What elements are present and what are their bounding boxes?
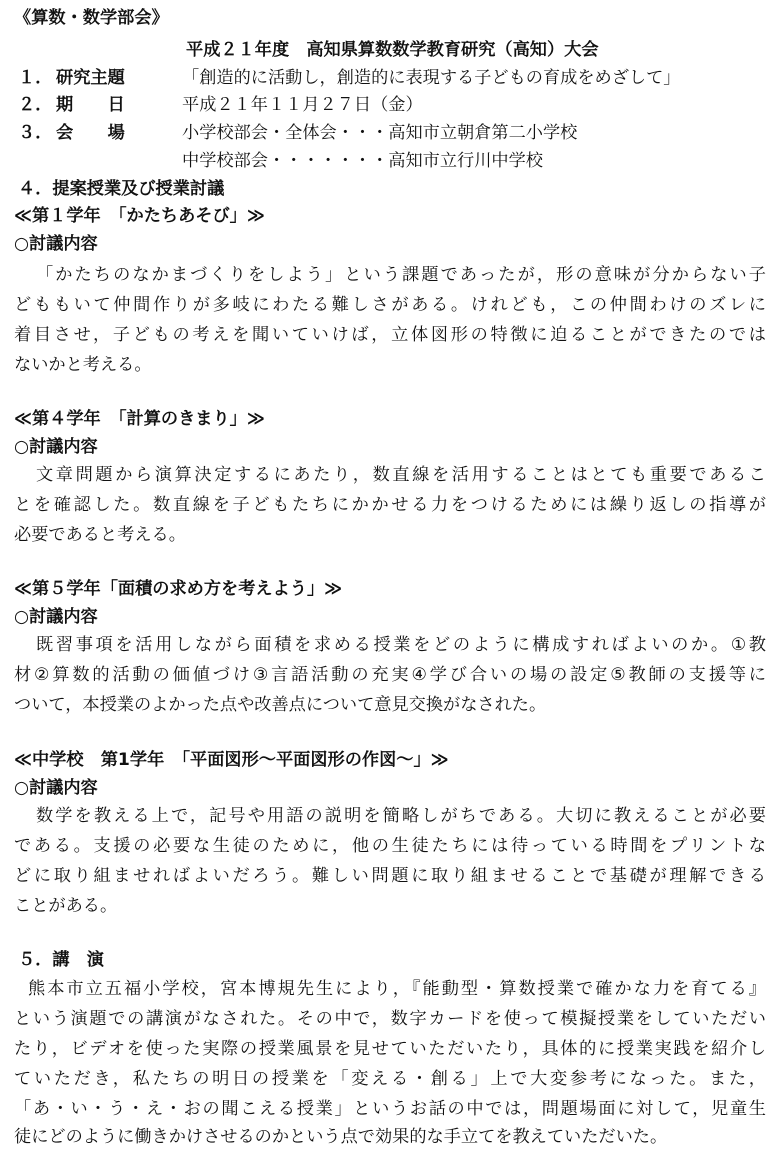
paragraph-line: という演題での講演がなされた。その中で，数字カードを使って模擬授業をしていただい bbox=[14, 1009, 766, 1029]
paragraph-line: 「あ・い・う・え・おの聞こえる授業」というお話の中では，問題場面に対して，児童生 bbox=[14, 1099, 766, 1119]
item-label: 会 場 bbox=[56, 123, 125, 143]
paragraph-line: 必要であると考える。 bbox=[14, 525, 186, 545]
paragraph-line: 既習事項を活用しながら面積を求める授業をどのように構成すればよいのか。①教 bbox=[36, 635, 766, 655]
paragraph-line: ことがある。 bbox=[14, 896, 118, 916]
paragraph-line: 数学を教える上で，記号や用語の説明を簡略しがちである。大切に教えることが必要 bbox=[36, 806, 766, 826]
item-number: ２． bbox=[18, 95, 53, 115]
paragraph-line: 徒にどのように働きかけさせるのかという点で効果的な手立てを教えていただいた。 bbox=[14, 1127, 668, 1147]
paragraph-line: 着目させ，子どもの考えを聞いていけば，立体図形の特徴に迫ることができたのでは bbox=[14, 325, 766, 345]
document-title: 平成２１年度 高知県算数数学教育研究（高知）大会 bbox=[186, 40, 599, 60]
research-theme: 「創造的に活動し，創造的に表現する子どもの育成をめざして」 bbox=[182, 68, 681, 88]
lesson-heading: ≪第１学年 「かたちあそび」≫ bbox=[14, 206, 265, 226]
discussion-label: ○討議内容 bbox=[14, 607, 98, 627]
paragraph-line: 文章問題から演算決定するにあたり，数直線を活用することはとても重要であるこ bbox=[36, 465, 766, 485]
paragraph-line: ついて，本授業のよかった点や改善点について意見交換がなされた。 bbox=[14, 695, 547, 715]
paragraph-line: ていただき，私たちの明日の授業を「変える・創る」上で大変参考になった。また， bbox=[14, 1069, 766, 1089]
lesson-heading: ≪第４学年 「計算のきまり」≫ bbox=[14, 409, 265, 429]
paragraph-line: ないかと考える。 bbox=[14, 355, 152, 375]
venue-junior-high: 中学校部会・・・・・・・高知市立行川中学校 bbox=[182, 151, 543, 171]
paragraph-line: である。支援の必要な生徒のために，他の生徒たちには待っている時間をプリントな bbox=[14, 836, 766, 856]
discussion-label: ○討議内容 bbox=[14, 234, 98, 254]
lesson-heading: ≪中学校 第1学年 「平面図形～平面図形の作図～」≫ bbox=[14, 750, 449, 770]
paragraph-line: 材②算数的活動の価値づけ③言語活動の充実④学び合いの場の設定⑤教師の支援等に bbox=[14, 665, 766, 685]
section-5-title: ５．講 演 bbox=[18, 950, 104, 970]
paragraph-line: 熊本市立五福小学校，宮本博規先生により，『能動型・算数授業で確かな力を育てる』 bbox=[28, 979, 766, 999]
paragraph-line: とを確認した。数直線を子どもたちにかかせる力をつけるためには繰り返しの指導が bbox=[14, 495, 766, 515]
lesson-heading: ≪第５学年「面積の求め方を考えよう」≫ bbox=[14, 579, 343, 599]
item-label: 研究主題 bbox=[56, 68, 125, 88]
section-4-title: ４．提案授業及び授業討議 bbox=[18, 179, 225, 199]
paragraph-line: どももいて仲間作りが多岐にわたる難しさがある。けれども，この仲間わけのズレに bbox=[14, 295, 766, 315]
paragraph-line: どに取り組ませればよいだろう。難しい問題に取り組ませることで基礎が理解できる bbox=[14, 866, 766, 886]
event-date: 平成２１年１１月２７日（金） bbox=[182, 95, 423, 115]
item-label: 期 日 bbox=[56, 95, 125, 115]
venue-elementary: 小学校部会・全体会・・・高知市立朝倉第二小学校 bbox=[182, 123, 578, 143]
item-number: ３． bbox=[18, 123, 53, 143]
discussion-label: ○討議内容 bbox=[14, 437, 98, 457]
paragraph-line: たり，ビデオを使った実際の授業風景を見せていただいたり，具体的に授業実践を紹介し bbox=[14, 1039, 766, 1059]
section-label: 《算数・数学部会》 bbox=[14, 8, 169, 28]
paragraph-line: 「かたちのなかまづくりをしよう」という課題であったが，形の意味が分からない子 bbox=[36, 265, 766, 285]
item-number: １． bbox=[18, 68, 53, 88]
discussion-label: ○討議内容 bbox=[14, 778, 98, 798]
